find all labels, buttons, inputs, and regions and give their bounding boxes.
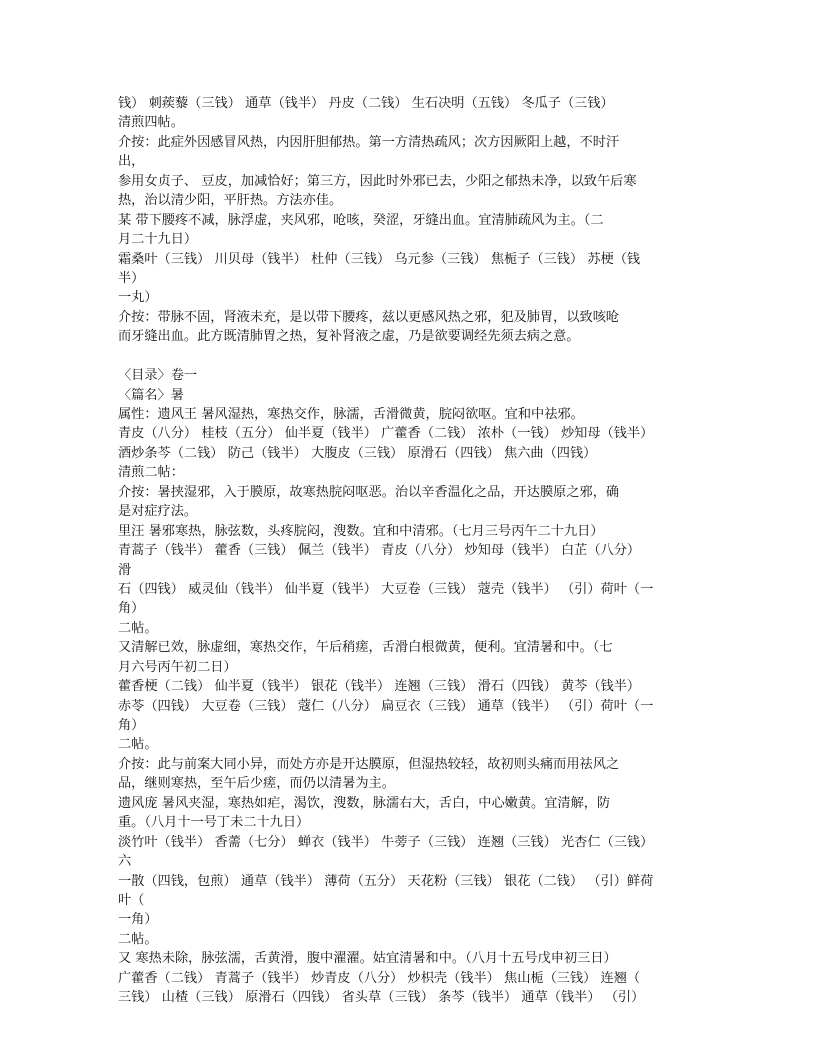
text-line: 滑 — [118, 562, 132, 578]
text-line: 品，继则寒热，至午后少瘥，而仍以清暑为主。 — [118, 776, 395, 792]
text-line: 二帖。 — [118, 931, 158, 947]
text-line: 〈篇名〉暑 — [118, 387, 184, 403]
text-line: 广藿香（二钱） 青蒿子（钱半） 炒青皮（八分） 炒枳壳（钱半） 焦山栀（三钱） 连翘（ — [118, 970, 641, 986]
text-line: 青皮（八分） 桂枝（五分） 仙半夏（钱半） 广藿香（二钱） 浓朴（一钱） 炒知母（钱半） — [118, 426, 654, 442]
text-line: 而牙缝出血。此方既清肺胃之热，复补肾液之虚，乃是欲要调经先须去病之意。 — [118, 329, 580, 345]
text-line: 赤苓（四钱） 大豆卷（三钱） 蔻仁（八分） 扁豆衣（三钱） 通草（钱半） （引）荷叶（一 — [118, 698, 654, 714]
text-line: 介按：暑挟湿邪，入于膜原，故寒热脘闷呕恶。治以辛香温化之品，开达膜原之邪，确 — [118, 484, 620, 500]
text-line: 藿香梗（二钱） 仙半夏（钱半） 银花（钱半） 连翘（三钱） 滑石（四钱） 黄芩（钱半） — [118, 679, 641, 695]
text-line: 又清解已效，脉虚细，寒热交作，午后稍瘥，舌滑白根微黄，便利。宜清暑和中。（七 — [118, 640, 613, 656]
text-line: 某 带下腰疼不减，脉浮虚，夹风邪，呛咳，癸涩，牙缝出血。宜清肺疏风为主。（二 — [118, 212, 604, 228]
text-line: 热，治以清少阳，平肝热。方法亦佳。 — [118, 193, 343, 209]
text-line: 青蒿子（钱半） 藿香（三钱） 佩兰（钱半） 青皮（八分） 炒知母（钱半） 白芷（八分） — [118, 543, 641, 559]
text-line: 介按：此症外因感冒风热，内因肝胆郁热。第一方清热疏风；次方因厥阳上越，不时汗 — [118, 134, 620, 150]
text-line: 石（四钱） 威灵仙（钱半） 仙半夏（钱半） 大豆卷（三钱） 蔻壳（钱半） （引）荷叶（一 — [118, 581, 654, 597]
text-line: 二帖。 — [118, 620, 158, 636]
text-line: 酒炒条芩（二钱） 防己（钱半） 大腹皮（三钱） 原滑石（四钱） 焦六曲（四钱） — [118, 445, 597, 461]
text-line: 里汪 暑邪寒热，脉弦数，头疼脘闷，溲数。宜和中清邪。（七月三号丙午二十九日） — [118, 523, 604, 539]
text-line: 淡竹叶（钱半） 香薷（七分） 蝉衣（钱半） 牛蒡子（三钱） 连翘（三钱） 光杏仁（三钱） — [118, 834, 654, 850]
text-line: 霜桑叶（三钱） 川贝母（钱半） 杜仲（三钱） 乌元参（三钱） 焦栀子（三钱） 苏梗（钱 — [118, 251, 641, 267]
text-line: 参用女贞子、 豆皮，加减恰好；第三方，因此时外邪已去，少阳之郁热未净，以致午后寒 — [118, 173, 637, 189]
text-line: 一丸） — [118, 290, 158, 306]
text-line: 介按：此与前案大同小异，而处方亦是开达膜原，但湿热较轻，故初则头痛而用祛风之 — [118, 756, 620, 772]
text-line: 〈目录〉卷一 — [118, 368, 198, 384]
text-line: 角） — [118, 601, 145, 617]
text-line: 三钱） 山楂（三钱） 原滑石（四钱） 省头草（三钱） 条芩（钱半） 通草（钱半） （引） — [118, 990, 645, 1006]
text-line: 一散（四钱，包煎） 通草（钱半） 薄荷（五分） 天花粉（三钱） 银花（二钱） （引）鲜荷 — [118, 873, 654, 889]
text-line: 月六号丙午初二日） — [118, 659, 237, 675]
text-line: 钱） 刺蒺藜（三钱） 通草（钱半） 丹皮（二钱） 生石决明（五钱） 冬瓜子（三钱） — [118, 96, 614, 111]
text-line — [118, 347, 758, 366]
text-line: 又 寒热未除，脉弦濡，舌黄滑，腹中濯濯。姑宜清暑和中。（八月十五号戊申初三日） — [118, 951, 617, 967]
text-line: 叶（ — [118, 892, 145, 908]
text-line: 清煎四帖。 — [118, 115, 184, 131]
text-line: 介按：带脉不固，肾液未充，是以带下腰疼，兹以更感风热之邪，犯及肺胃，以致咳呛 — [118, 309, 620, 325]
text-line: 属性：遗风王 暑风湿热，寒热交作，脉濡，舌滑微黄，脘闷欲呕。宜和中祛邪。 — [118, 407, 584, 422]
text-line: 一角） — [118, 912, 158, 928]
text-line: 是对症疗法。 — [118, 504, 198, 520]
document-body — [118, 94, 758, 1008]
text-line: 半） — [118, 270, 145, 286]
text-line: 六 — [118, 854, 132, 870]
text-line: 出， — [118, 154, 145, 170]
text-line: 重。（八月十一号丁未二十九日） — [118, 815, 310, 831]
text-line: 清煎二帖： — [118, 465, 184, 481]
text-line: 遗风庞 暑风夹湿，寒热如疟，渴饮，溲数，脉濡右大，舌白，中心嫩黄。宜清解，防 — [118, 795, 611, 811]
text-line: 角） — [118, 718, 145, 733]
text-line: 二帖。 — [118, 737, 158, 753]
text-line: 月二十九日） — [118, 232, 198, 248]
